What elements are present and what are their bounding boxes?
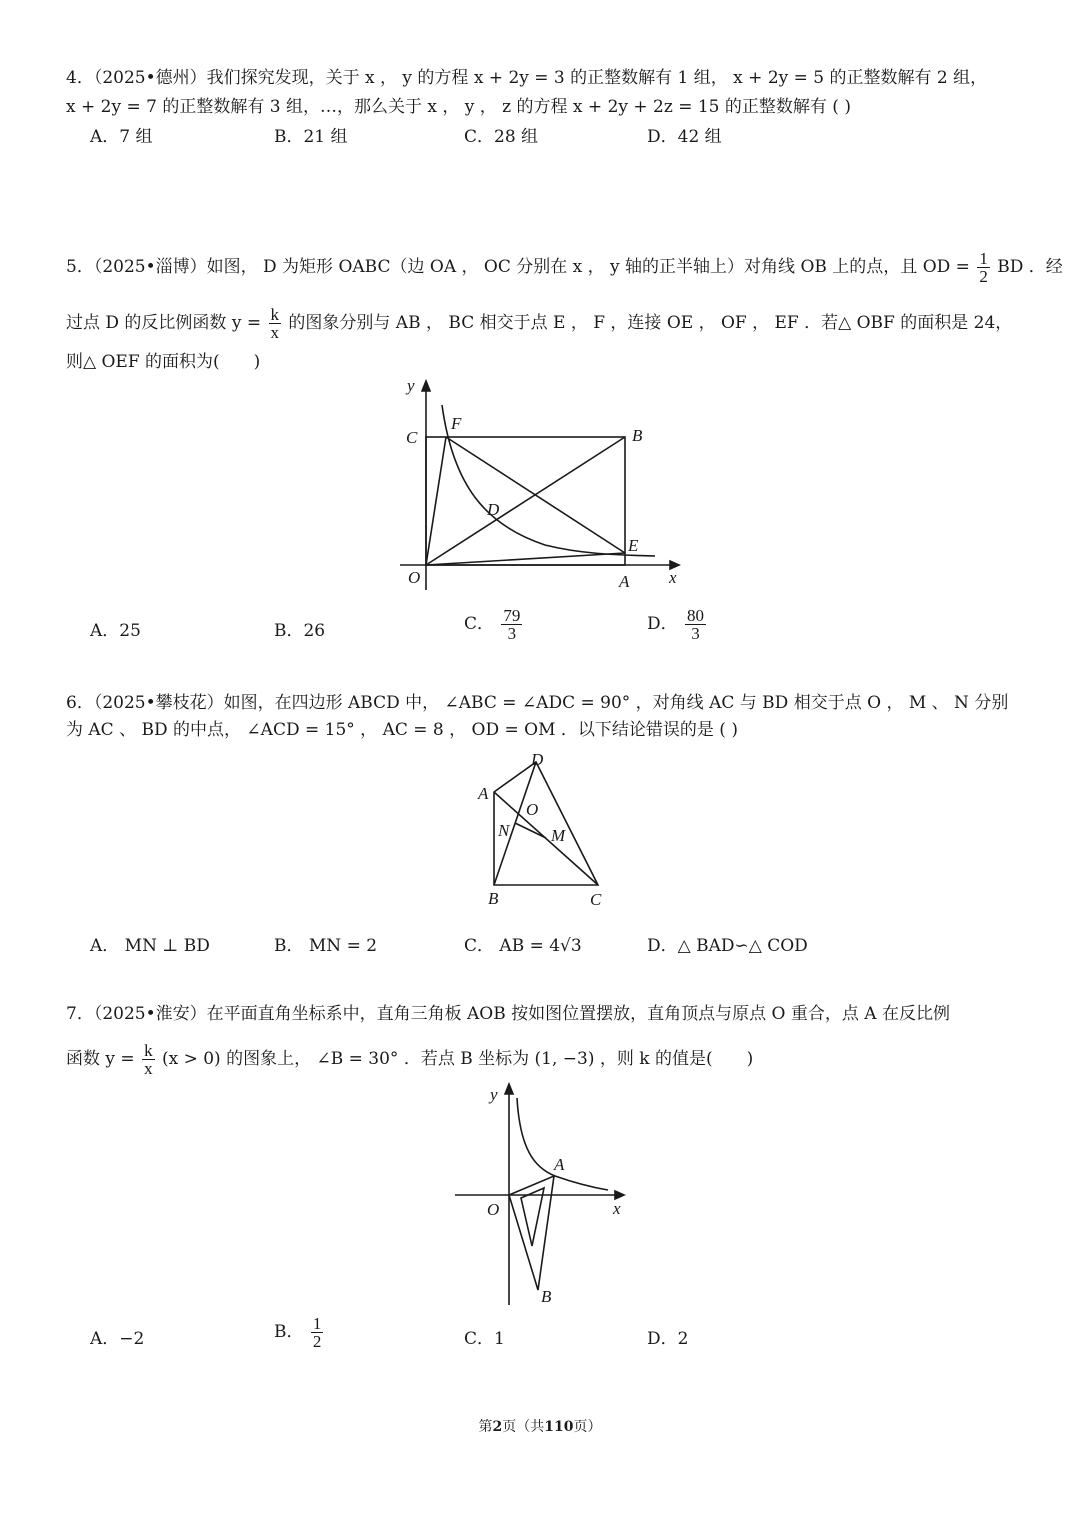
q5-option-d-prefix: D． (647, 614, 678, 634)
q4-option-a: A．7 组 (90, 127, 153, 147)
q5-label-e: E (628, 536, 639, 555)
q6-stem-line1: 6．（2025•攀枝花）如图，在四边形 ABCD 中， ∠ABC = ∠ADC = 90° ，对角线 AC 与 BD 相交于点 O ， M 、 N 分别 (66, 693, 1009, 713)
q7-y-arrow (505, 1084, 513, 1094)
q7-stem-line1: 7．（2025•淮安）在平面直角坐标系中，直角三角板 AOB 按如图位置摆放，直角顶点与原点 O 重合，点 A 在反比例 (66, 1004, 950, 1024)
q7-x-arrow (615, 1191, 624, 1199)
q7-frac-den: x (144, 1059, 153, 1078)
q4-option-d: D．42 组 (647, 127, 722, 147)
q6-label-o: O (526, 800, 539, 819)
q4-stem-line1: 4．（2025•德州）我们探究发现，关于 x ， y 的方程 x + 2y = 3 的正整数解有 1 组， x + 2y = 5 的正整数解有 2 组， (66, 68, 988, 88)
q6-quadrilateral-abcd (494, 762, 598, 885)
q7-label-o: O (487, 1200, 500, 1219)
q5-label-y: y (407, 376, 415, 395)
q4-option-b: B．21 组 (274, 127, 348, 147)
page-footer (0, 1416, 1080, 1436)
q6-stem-line2: 为 AC 、 BD 的中点， ∠ACD = 15° ， AC = 8 ， OD = OM ．以下结论错误的是 ( ) (66, 720, 738, 740)
q6-label-m: M (551, 826, 566, 845)
q6-label-c: C (590, 890, 602, 909)
q5-stem-line2 (66, 306, 1012, 341)
q5-option-d-fraction (685, 607, 706, 642)
q7-option-b-prefix: B． (274, 1322, 304, 1342)
q5-label-o: O (408, 568, 421, 587)
q7-triangle-inner (521, 1188, 544, 1246)
q5-line1-text-b: BD ．经 (997, 257, 1063, 277)
q5-option-d-den: 3 (691, 624, 700, 643)
q7-line2-text-b: (x > 0) 的图象上， ∠B = 30° ．若点 B 坐标为 (1, −3) ，则 k 的值是( ) (161, 1049, 754, 1069)
footer-total-pages: 110 (544, 1419, 574, 1435)
q7-option-b-num: 1 (312, 1314, 322, 1333)
q5-line2-text-a: 过点 D 的反比例函数 y = (66, 313, 262, 333)
q5-segment-of (426, 437, 446, 565)
q6-label-n: N (498, 821, 510, 840)
q4-stem-line2: x + 2y = 7 的正整数解有 3 组，…，那么关于 x ， y ， z 的方程 x + 2y + 2z = 15 的正整数解有 ( ) (66, 97, 851, 117)
q7-label-y: y (490, 1085, 498, 1104)
q7-option-c: C．1 (464, 1329, 505, 1349)
q6-option-b: B． MN = 2 (274, 936, 378, 956)
footer-middle: 页（共 (502, 1419, 545, 1435)
q5-option-c-prefix: C． (464, 614, 495, 634)
footer-page-number: 2 (492, 1419, 503, 1435)
q5-fraction-half (977, 250, 990, 285)
q5-stem-line3: 则△ OEF 的面积为( ) (66, 352, 261, 372)
q7-figure (450, 1080, 635, 1310)
q5-frac2-num: k (270, 305, 279, 324)
q5-line1-text-a: 5．（2025•淄博）如图， D 为矩形 OABC（边 OA ， OC 分别在 x ， y 轴的正半轴上）对角线 OB 上的点，且 OD = (66, 257, 970, 277)
q7-option-b (274, 1315, 325, 1350)
q5-option-c (464, 607, 524, 642)
q7-option-b-den: 2 (312, 1332, 322, 1351)
q5-option-c-den: 3 (507, 624, 517, 643)
q6-option-c: C． AB = 4√3 (464, 936, 582, 956)
footer-suffix: 页） (573, 1419, 602, 1435)
q5-diagonal-ob (426, 437, 625, 565)
q5-line2-text-b: 的图象分别与 AB ， BC 相交于点 E ， F ，连接 OE ， OF ， EF ．若△ OBF 的面积是 24， (288, 313, 1013, 333)
q7-option-b-fraction (311, 1315, 324, 1350)
q5-label-a: A (619, 572, 630, 591)
q4-option-c: C．28 组 (464, 127, 539, 147)
q6-label-a: A (478, 784, 489, 803)
q5-figure (395, 375, 690, 595)
q5-label-x: x (669, 568, 677, 587)
q7-option-d: D．2 (647, 1329, 689, 1349)
q5-option-b: B．26 (274, 621, 326, 641)
q5-option-d (647, 607, 708, 642)
q7-frac-num: k (144, 1041, 153, 1060)
q6-label-b: B (488, 889, 499, 908)
q7-fraction-k-over-x (142, 1042, 155, 1077)
q5-y-arrow (422, 381, 430, 391)
q5-label-f: F (451, 414, 462, 433)
q6-figure (470, 745, 620, 910)
q5-option-c-fraction (501, 607, 522, 642)
q7-label-x: x (613, 1199, 621, 1218)
q5-frac1-num: 1 (979, 249, 988, 268)
q7-option-a: A．−2 (90, 1329, 145, 1349)
q6-option-a: A． MN ⊥ BD (90, 936, 210, 956)
q5-label-b: B (632, 426, 643, 445)
footer-prefix: 第 (478, 1419, 493, 1435)
q5-segment-oe (426, 553, 625, 565)
q7-line2-text-a: 函数 y = (66, 1049, 135, 1069)
q7-stem-line2 (66, 1042, 753, 1077)
q5-fraction-k-over-x (269, 306, 282, 341)
q5-option-d-num: 80 (687, 606, 705, 625)
q5-option-a: A．25 (90, 621, 141, 641)
q6-option-d: D．△ BAD∽△ COD (647, 936, 808, 956)
q7-label-b: B (541, 1287, 552, 1306)
q5-frac2-den: x (270, 323, 279, 342)
q5-label-c: C (406, 428, 418, 447)
q5-option-c-num: 79 (503, 606, 521, 625)
q5-label-d: D (487, 500, 500, 519)
q5-stem-line1 (66, 250, 1063, 285)
q6-label-d: D (531, 750, 544, 769)
q7-hyperbola (517, 1098, 608, 1190)
q7-label-a: A (554, 1155, 565, 1174)
q5-frac1-den: 2 (979, 267, 988, 286)
